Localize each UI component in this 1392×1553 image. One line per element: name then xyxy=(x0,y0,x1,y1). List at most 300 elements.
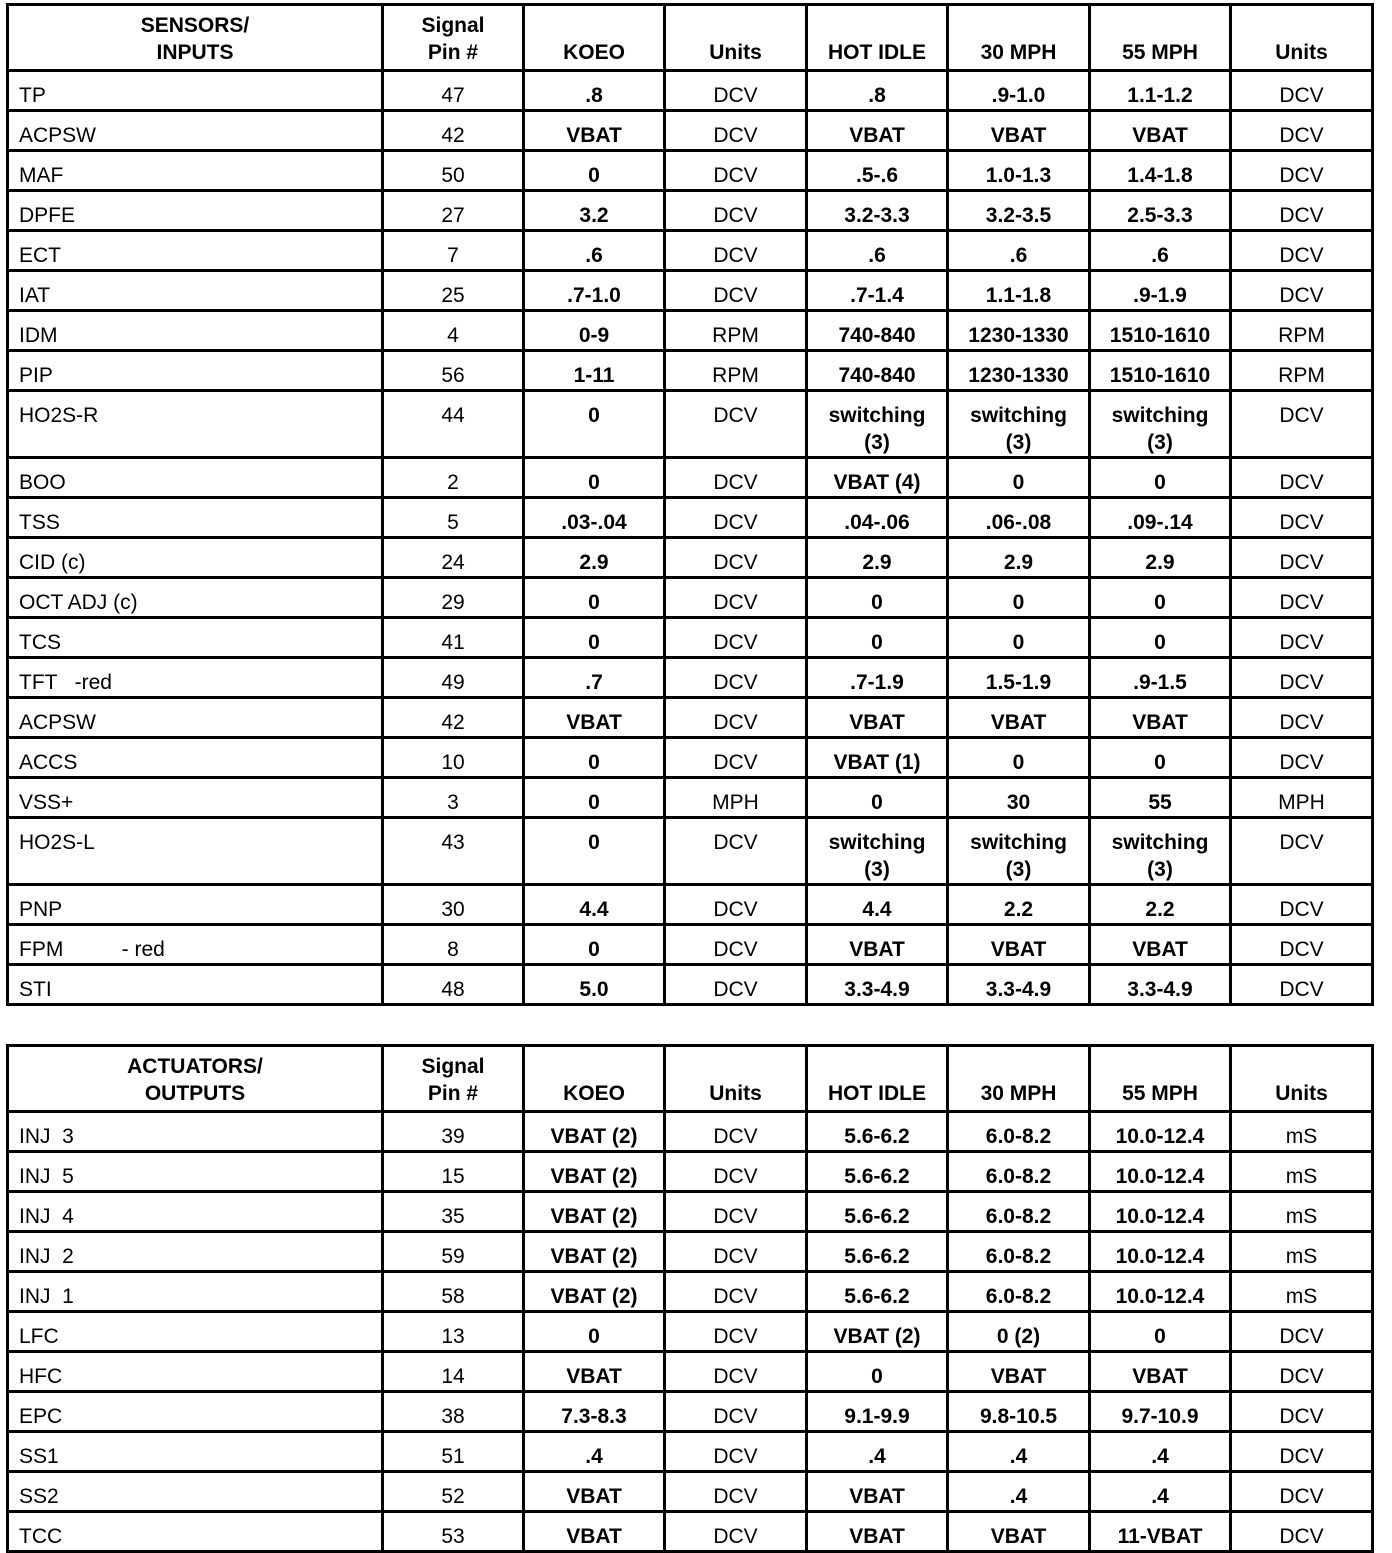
signal-pin: 48 xyxy=(383,965,524,1005)
koeo-value: 0 xyxy=(524,151,665,191)
hot-idle-value: 4.4 xyxy=(807,885,948,925)
hot-idle-value: 0 xyxy=(807,618,948,658)
mph-30-value: .4 xyxy=(948,1432,1090,1472)
units-value: DCV xyxy=(665,698,807,738)
signal-pin: 42 xyxy=(383,698,524,738)
signal-name: MAF xyxy=(8,151,383,191)
mph-55-value: 10.0-12.4 xyxy=(1090,1192,1231,1232)
hot-idle-value: .4 xyxy=(807,1432,948,1472)
mph-30-value: 2.9 xyxy=(948,538,1090,578)
mph-55-value: 0 xyxy=(1090,738,1231,778)
table-row xyxy=(8,538,1373,578)
mph-30-value: 6.0-8.2 xyxy=(948,1152,1090,1192)
table-row xyxy=(8,658,1373,698)
koeo-value: VBAT xyxy=(524,1352,665,1392)
signal-name: FPM - red xyxy=(8,925,383,965)
mph-55-value: 3.3-4.9 xyxy=(1090,965,1231,1005)
signal-name: INJ 2 xyxy=(8,1232,383,1272)
table-row xyxy=(8,151,1373,191)
koeo-value: VBAT (2) xyxy=(524,1232,665,1272)
signal-pin: 41 xyxy=(383,618,524,658)
koeo-value: VBAT xyxy=(524,111,665,151)
units-value: DCV xyxy=(665,271,807,311)
header-signal-pin: Signal Pin # xyxy=(383,5,524,71)
header-sensors-inputs: SENSORS/ INPUTS xyxy=(8,5,383,71)
mph-30-value: 6.0-8.2 xyxy=(948,1232,1090,1272)
mph-30-value: 0 (2) xyxy=(948,1312,1090,1352)
mph-55-value: VBAT xyxy=(1090,925,1231,965)
koeo-value: 0 xyxy=(524,778,665,818)
units-value: DCV xyxy=(665,658,807,698)
mph-55-value: .9-1.5 xyxy=(1090,658,1231,698)
mph-30-value: 6.0-8.2 xyxy=(948,1112,1090,1152)
units-2-value: DCV xyxy=(1231,391,1373,458)
koeo-value: 0 xyxy=(524,578,665,618)
mph-30-value: VBAT xyxy=(948,1512,1090,1552)
mph-30-value: switching (3) xyxy=(948,391,1090,458)
header-actuators-outputs: ACTUATORS/ OUTPUTS xyxy=(8,1046,383,1112)
koeo-value: 0 xyxy=(524,738,665,778)
units-value: DCV xyxy=(665,578,807,618)
signal-name: HO2S-R xyxy=(8,391,383,458)
units-2-value: mS xyxy=(1231,1272,1373,1312)
header-koeo: KOEO xyxy=(524,5,665,71)
table-row xyxy=(8,578,1373,618)
units-2-value: DCV xyxy=(1231,1312,1373,1352)
signal-name: PNP xyxy=(8,885,383,925)
signal-name: OCT ADJ (c) xyxy=(8,578,383,618)
signal-pin: 49 xyxy=(383,658,524,698)
table-row xyxy=(8,458,1373,498)
units-2-value: DCV xyxy=(1231,498,1373,538)
signal-pin: 25 xyxy=(383,271,524,311)
units-2-value: DCV xyxy=(1231,925,1373,965)
koeo-value: 5.0 xyxy=(524,965,665,1005)
koeo-value: 0 xyxy=(524,391,665,458)
koeo-value: .03-.04 xyxy=(524,498,665,538)
mph-55-value: 10.0-12.4 xyxy=(1090,1152,1231,1192)
koeo-value: 3.2 xyxy=(524,191,665,231)
mph-55-value: 2.9 xyxy=(1090,538,1231,578)
signal-pin: 35 xyxy=(383,1192,524,1232)
signal-name: DPFE xyxy=(8,191,383,231)
table-row xyxy=(8,778,1373,818)
units-2-value: DCV xyxy=(1231,111,1373,151)
mph-55-value: 1.4-1.8 xyxy=(1090,151,1231,191)
mph-30-value: 0 xyxy=(948,458,1090,498)
table-header-row xyxy=(8,1046,1373,1112)
signal-pin: 52 xyxy=(383,1472,524,1512)
units-2-value: DCV xyxy=(1231,271,1373,311)
hot-idle-value: VBAT xyxy=(807,111,948,151)
mph-30-value: 0 xyxy=(948,578,1090,618)
table-row xyxy=(8,1232,1373,1272)
signal-pin: 39 xyxy=(383,1112,524,1152)
units-value: RPM xyxy=(665,311,807,351)
table-row xyxy=(8,391,1373,458)
units-value: DCV xyxy=(665,738,807,778)
signal-name: ECT xyxy=(8,231,383,271)
mph-55-value: 0 xyxy=(1090,578,1231,618)
units-2-value: DCV xyxy=(1231,538,1373,578)
hot-idle-value: 0 xyxy=(807,778,948,818)
units-value: DCV xyxy=(665,1472,807,1512)
units-2-value: DCV xyxy=(1231,738,1373,778)
mph-30-value: 3.3-4.9 xyxy=(948,965,1090,1005)
signal-name: HFC xyxy=(8,1352,383,1392)
units-2-value: DCV xyxy=(1231,618,1373,658)
koeo-value: VBAT (2) xyxy=(524,1112,665,1152)
units-2-value: DCV xyxy=(1231,1392,1373,1432)
table-row xyxy=(8,231,1373,271)
units-2-value: DCV xyxy=(1231,151,1373,191)
mph-30-value: 1.0-1.3 xyxy=(948,151,1090,191)
mph-30-value: 3.2-3.5 xyxy=(948,191,1090,231)
hot-idle-value: 3.3-4.9 xyxy=(807,965,948,1005)
mph-30-value: 1230-1330 xyxy=(948,351,1090,391)
signal-pin: 29 xyxy=(383,578,524,618)
signal-name: ACPSW xyxy=(8,698,383,738)
koeo-value: .8 xyxy=(524,71,665,111)
hot-idle-value: VBAT xyxy=(807,925,948,965)
hot-idle-value: 5.6-6.2 xyxy=(807,1192,948,1232)
units-2-value: DCV xyxy=(1231,458,1373,498)
units-2-value: DCV xyxy=(1231,698,1373,738)
header-hot-idle: HOT IDLE xyxy=(807,5,948,71)
hot-idle-value: .7-1.4 xyxy=(807,271,948,311)
units-value: MPH xyxy=(665,778,807,818)
units-2-value: DCV xyxy=(1231,965,1373,1005)
table-row xyxy=(8,271,1373,311)
hot-idle-value: 5.6-6.2 xyxy=(807,1152,948,1192)
mph-55-value: VBAT xyxy=(1090,111,1231,151)
mph-55-value: 55 xyxy=(1090,778,1231,818)
table-row xyxy=(8,925,1373,965)
signal-pin: 44 xyxy=(383,391,524,458)
signal-pin: 43 xyxy=(383,818,524,885)
units-2-value: DCV xyxy=(1231,1352,1373,1392)
signal-pin: 38 xyxy=(383,1392,524,1432)
mph-55-value: .4 xyxy=(1090,1432,1231,1472)
mph-30-value: .06-.08 xyxy=(948,498,1090,538)
units-value: DCV xyxy=(665,458,807,498)
table-row xyxy=(8,818,1373,885)
mph-30-value: VBAT xyxy=(948,111,1090,151)
mph-55-value: 2.5-3.3 xyxy=(1090,191,1231,231)
koeo-value: VBAT (2) xyxy=(524,1272,665,1312)
koeo-value: 2.9 xyxy=(524,538,665,578)
units-value: DCV xyxy=(665,1192,807,1232)
mph-55-value: 1510-1610 xyxy=(1090,311,1231,351)
koeo-value: 0 xyxy=(524,818,665,885)
table-row xyxy=(8,311,1373,351)
signal-name: STI xyxy=(8,965,383,1005)
units-2-value: DCV xyxy=(1231,578,1373,618)
signal-pin: 14 xyxy=(383,1352,524,1392)
signal-pin: 3 xyxy=(383,778,524,818)
units-value: DCV xyxy=(665,885,807,925)
table-row xyxy=(8,885,1373,925)
signal-pin: 8 xyxy=(383,925,524,965)
signal-name: SS1 xyxy=(8,1432,383,1472)
table-row xyxy=(8,351,1373,391)
units-value: DCV xyxy=(665,1272,807,1312)
table-row xyxy=(8,1512,1373,1552)
mph-30-value: 1.5-1.9 xyxy=(948,658,1090,698)
mph-55-value: 2.2 xyxy=(1090,885,1231,925)
koeo-value: VBAT (2) xyxy=(524,1192,665,1232)
koeo-value: .6 xyxy=(524,231,665,271)
hot-idle-value: .5-.6 xyxy=(807,151,948,191)
table-row xyxy=(8,698,1373,738)
mph-30-value: VBAT xyxy=(948,925,1090,965)
signal-pin: 51 xyxy=(383,1432,524,1472)
units-2-value: MPH xyxy=(1231,778,1373,818)
signal-pin: 5 xyxy=(383,498,524,538)
units-2-value: DCV xyxy=(1231,1432,1373,1472)
signal-name: BOO xyxy=(8,458,383,498)
units-2-value: RPM xyxy=(1231,311,1373,351)
mph-55-value: 1.1-1.2 xyxy=(1090,71,1231,111)
hot-idle-value: switching (3) xyxy=(807,818,948,885)
mph-55-value: .09-.14 xyxy=(1090,498,1231,538)
hot-idle-value: 5.6-6.2 xyxy=(807,1232,948,1272)
hot-idle-value: switching (3) xyxy=(807,391,948,458)
koeo-value: 0 xyxy=(524,1312,665,1352)
koeo-value: 7.3-8.3 xyxy=(524,1392,665,1432)
table-row xyxy=(8,1192,1373,1232)
signal-name: INJ 5 xyxy=(8,1152,383,1192)
units-value: DCV xyxy=(665,1392,807,1432)
table-row xyxy=(8,1312,1373,1352)
koeo-value: .4 xyxy=(524,1432,665,1472)
mph-30-value: 1230-1330 xyxy=(948,311,1090,351)
units-2-value: DCV xyxy=(1231,818,1373,885)
mph-55-value: switching (3) xyxy=(1090,391,1231,458)
hot-idle-value: VBAT (1) xyxy=(807,738,948,778)
signal-pin: 42 xyxy=(383,111,524,151)
units-value: DCV xyxy=(665,1432,807,1472)
hot-idle-value: 740-840 xyxy=(807,351,948,391)
koeo-value: .7-1.0 xyxy=(524,271,665,311)
mph-30-value: .4 xyxy=(948,1472,1090,1512)
mph-55-value: 10.0-12.4 xyxy=(1090,1232,1231,1272)
units-2-value: DCV xyxy=(1231,71,1373,111)
mph-55-value: switching (3) xyxy=(1090,818,1231,885)
table-row xyxy=(8,1272,1373,1312)
mph-55-value: 10.0-12.4 xyxy=(1090,1112,1231,1152)
mph-55-value: .4 xyxy=(1090,1472,1231,1512)
units-value: DCV xyxy=(665,538,807,578)
mph-55-value: 9.7-10.9 xyxy=(1090,1392,1231,1432)
units-value: DCV xyxy=(665,111,807,151)
koeo-value: .7 xyxy=(524,658,665,698)
hot-idle-value: .7-1.9 xyxy=(807,658,948,698)
units-value: DCV xyxy=(665,1112,807,1152)
signal-pin: 4 xyxy=(383,311,524,351)
koeo-value: VBAT xyxy=(524,698,665,738)
units-value: DCV xyxy=(665,1232,807,1272)
signal-name: INJ 1 xyxy=(8,1272,383,1312)
signal-pin: 50 xyxy=(383,151,524,191)
units-value: DCV xyxy=(665,965,807,1005)
units-2-value: DCV xyxy=(1231,658,1373,698)
units-2-value: DCV xyxy=(1231,885,1373,925)
units-value: DCV xyxy=(665,151,807,191)
table-header-row xyxy=(8,5,1373,71)
mph-30-value: 6.0-8.2 xyxy=(948,1192,1090,1232)
table-row xyxy=(8,191,1373,231)
koeo-value: VBAT (2) xyxy=(524,1152,665,1192)
mph-30-value: 2.2 xyxy=(948,885,1090,925)
signal-name: IDM xyxy=(8,311,383,351)
table-row xyxy=(8,1472,1373,1512)
signal-pin: 56 xyxy=(383,351,524,391)
mph-55-value: 11-VBAT xyxy=(1090,1512,1231,1552)
units-value: DCV xyxy=(665,818,807,885)
units-value: DCV xyxy=(665,925,807,965)
table-row xyxy=(8,1352,1373,1392)
signal-pin: 13 xyxy=(383,1312,524,1352)
hot-idle-value: 3.2-3.3 xyxy=(807,191,948,231)
units-2-value: DCV xyxy=(1231,231,1373,271)
mph-55-value: VBAT xyxy=(1090,698,1231,738)
header-units-2: Units xyxy=(1231,1046,1373,1112)
mph-30-value: .9-1.0 xyxy=(948,71,1090,111)
signal-name: TCS xyxy=(8,618,383,658)
units-value: DCV xyxy=(665,1512,807,1552)
signal-pin: 2 xyxy=(383,458,524,498)
koeo-value: 4.4 xyxy=(524,885,665,925)
signal-name: TSS xyxy=(8,498,383,538)
units-value: DCV xyxy=(665,1352,807,1392)
header-units: Units xyxy=(665,5,807,71)
units-value: DCV xyxy=(665,618,807,658)
header-30-mph: 30 MPH xyxy=(948,5,1090,71)
units-2-value: mS xyxy=(1231,1112,1373,1152)
header-units-2: Units xyxy=(1231,5,1373,71)
koeo-value: 1-11 xyxy=(524,351,665,391)
signal-name: PIP xyxy=(8,351,383,391)
koeo-value: 0 xyxy=(524,618,665,658)
units-2-value: RPM xyxy=(1231,351,1373,391)
table-row xyxy=(8,738,1373,778)
mph-30-value: VBAT xyxy=(948,1352,1090,1392)
header-55-mph: 55 MPH xyxy=(1090,5,1231,71)
hot-idle-value: 0 xyxy=(807,1352,948,1392)
table-row xyxy=(8,1152,1373,1192)
mph-55-value: VBAT xyxy=(1090,1352,1231,1392)
mph-55-value: 0 xyxy=(1090,618,1231,658)
signal-pin: 27 xyxy=(383,191,524,231)
mph-30-value: .6 xyxy=(948,231,1090,271)
signal-pin: 59 xyxy=(383,1232,524,1272)
units-2-value: mS xyxy=(1231,1192,1373,1232)
mph-30-value: VBAT xyxy=(948,698,1090,738)
table-row xyxy=(8,71,1373,111)
hot-idle-value: 5.6-6.2 xyxy=(807,1112,948,1152)
mph-30-value: 0 xyxy=(948,738,1090,778)
actuators-outputs-table xyxy=(6,1044,1374,1553)
units-value: DCV xyxy=(665,498,807,538)
units-value: DCV xyxy=(665,231,807,271)
table-row xyxy=(8,965,1373,1005)
table-row xyxy=(8,1112,1373,1152)
signal-name: TCC xyxy=(8,1512,383,1552)
signal-name: TP xyxy=(8,71,383,111)
mph-30-value: 6.0-8.2 xyxy=(948,1272,1090,1312)
units-value: DCV xyxy=(665,191,807,231)
koeo-value: 0 xyxy=(524,458,665,498)
signal-name: HO2S-L xyxy=(8,818,383,885)
signal-name: EPC xyxy=(8,1392,383,1432)
units-2-value: DCV xyxy=(1231,191,1373,231)
header-hot-idle: HOT IDLE xyxy=(807,1046,948,1112)
mph-55-value: 1510-1610 xyxy=(1090,351,1231,391)
signal-name: INJ 4 xyxy=(8,1192,383,1232)
hot-idle-value: 9.1-9.9 xyxy=(807,1392,948,1432)
mph-55-value: 0 xyxy=(1090,1312,1231,1352)
mph-55-value: .9-1.9 xyxy=(1090,271,1231,311)
header-55-mph: 55 MPH xyxy=(1090,1046,1231,1112)
signal-pin: 7 xyxy=(383,231,524,271)
signal-name: ACCS xyxy=(8,738,383,778)
signal-pin: 53 xyxy=(383,1512,524,1552)
units-value: DCV xyxy=(665,391,807,458)
mph-30-value: 1.1-1.8 xyxy=(948,271,1090,311)
hot-idle-value: .04-.06 xyxy=(807,498,948,538)
mph-30-value: 30 xyxy=(948,778,1090,818)
hot-idle-value: 740-840 xyxy=(807,311,948,351)
mph-55-value: 0 xyxy=(1090,458,1231,498)
signal-pin: 58 xyxy=(383,1272,524,1312)
hot-idle-value: VBAT xyxy=(807,698,948,738)
signal-name: ACPSW xyxy=(8,111,383,151)
koeo-value: 0 xyxy=(524,925,665,965)
units-value: DCV xyxy=(665,71,807,111)
header-units: Units xyxy=(665,1046,807,1112)
units-2-value: DCV xyxy=(1231,1472,1373,1512)
units-value: RPM xyxy=(665,351,807,391)
mph-30-value: 0 xyxy=(948,618,1090,658)
koeo-value: 0-9 xyxy=(524,311,665,351)
mph-55-value: 10.0-12.4 xyxy=(1090,1272,1231,1312)
units-2-value: mS xyxy=(1231,1152,1373,1192)
signal-pin: 15 xyxy=(383,1152,524,1192)
signal-name: CID (c) xyxy=(8,538,383,578)
units-value: DCV xyxy=(665,1152,807,1192)
table-row xyxy=(8,618,1373,658)
signal-name: TFT -red xyxy=(8,658,383,698)
hot-idle-value: .8 xyxy=(807,71,948,111)
hot-idle-value: 0 xyxy=(807,578,948,618)
table-row xyxy=(8,111,1373,151)
signal-name: LFC xyxy=(8,1312,383,1352)
signal-name: SS2 xyxy=(8,1472,383,1512)
hot-idle-value: .6 xyxy=(807,231,948,271)
mph-30-value: 9.8-10.5 xyxy=(948,1392,1090,1432)
hot-idle-value: VBAT (4) xyxy=(807,458,948,498)
signal-name: INJ 3 xyxy=(8,1112,383,1152)
signal-pin: 47 xyxy=(383,71,524,111)
signal-name: IAT xyxy=(8,271,383,311)
signal-pin: 10 xyxy=(383,738,524,778)
header-30-mph: 30 MPH xyxy=(948,1046,1090,1112)
units-value: DCV xyxy=(665,1312,807,1352)
koeo-value: VBAT xyxy=(524,1472,665,1512)
table-row xyxy=(8,1432,1373,1472)
signal-pin: 30 xyxy=(383,885,524,925)
